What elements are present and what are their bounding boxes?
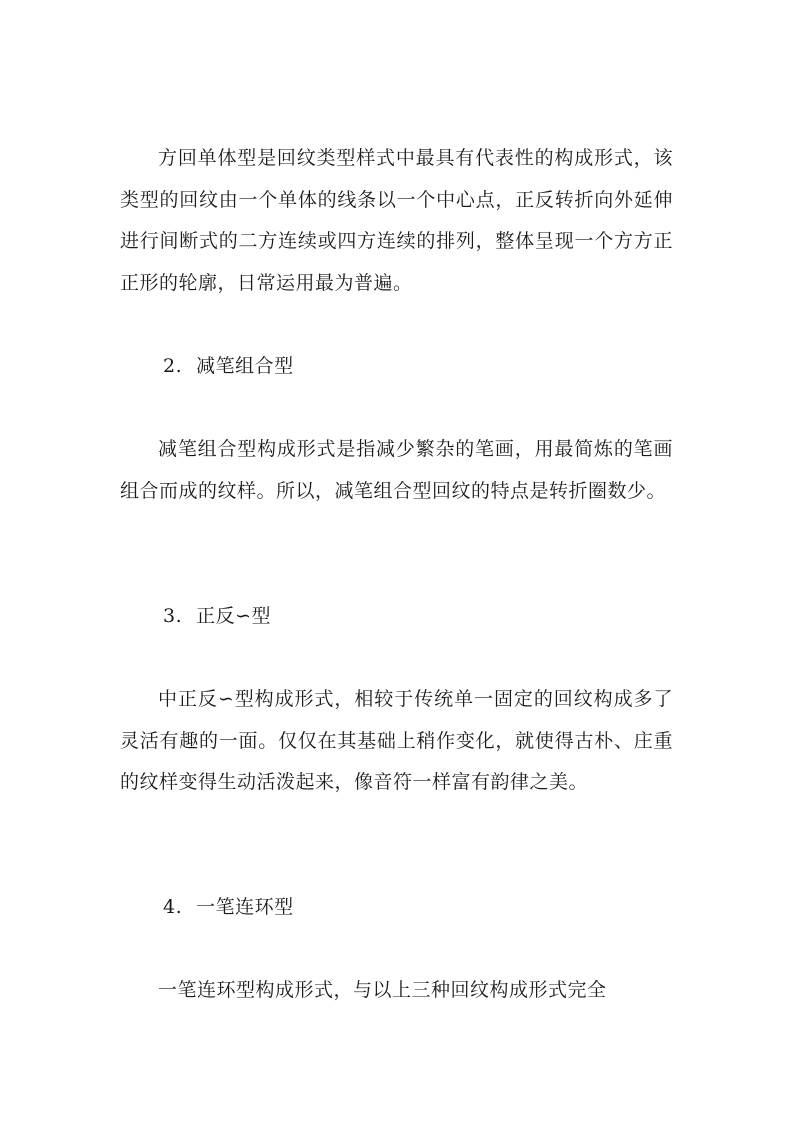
section-heading-3 <box>163 596 271 638</box>
paragraph-jianbi-zuhe: 减笔组合型构成形式是指减少繁杂的笔画，用最简炼的笔画组合而成的纹样。所以，减笔组合型回纹的特点是转折圈数少。 <box>120 438 673 502</box>
paragraph-zhengfan: 中正反∽型构成形式，相较于传统单一固定的回纹构成多了灵活有趣的一面。仅仅在其基础上稍作变化，就使得古朴、庄重的纹样变得生动活泼起来，像音符一样富有韵律之美。 <box>120 688 673 793</box>
section-number: 2. <box>163 355 183 377</box>
section-title: 一笔连环型 <box>196 896 294 918</box>
paragraph-fanghui-danti: 方回单体型是回纹类型样式中最具有代表性的构成形式，该类型的回纹由一个单体的线条以一个中心点，正反转折向外延伸进行间断式的二方连续或四方连续的排列，整体呈现一个方方正正形的轮廓，日常运用最为普遍。 <box>120 147 673 294</box>
section-heading-4 <box>163 887 294 929</box>
paragraph-yibi-lianhuan: 一笔连环型构成形式，与以上三种回纹构成形式完全 <box>158 979 607 1001</box>
section-heading-2 <box>163 346 294 388</box>
section-title: 减笔组合型 <box>196 355 294 377</box>
section-number: 4. <box>163 896 183 918</box>
section-title: 正反∽型 <box>196 605 272 627</box>
section-number: 3. <box>163 605 183 627</box>
